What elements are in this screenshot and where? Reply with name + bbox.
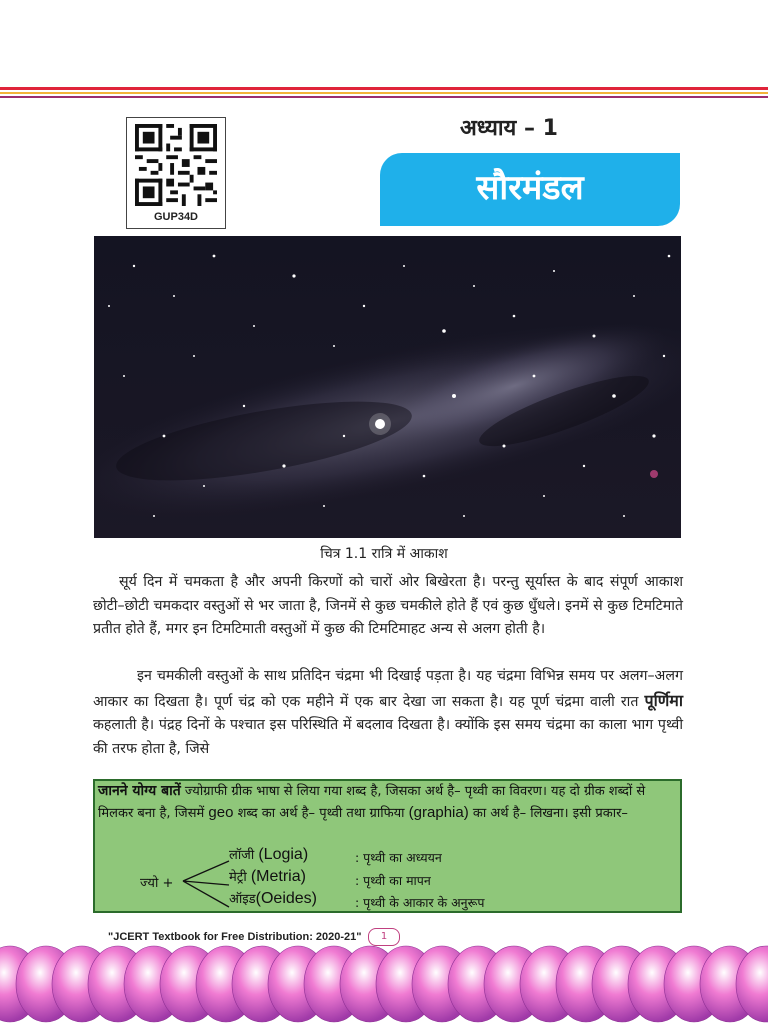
infobox-heading: जानने योग्य बातें bbox=[98, 783, 181, 799]
qr-code-icon bbox=[135, 124, 217, 206]
qr-code-box[interactable] bbox=[126, 117, 226, 229]
night-sky-photo bbox=[94, 236, 681, 538]
infobox-text-3: का अर्थ है– लिखना। इसी प्रकार– bbox=[472, 806, 628, 821]
qr-code-label: GUP34D bbox=[153, 211, 199, 223]
infobox-graphia: (graphia) bbox=[408, 804, 469, 821]
meaning-logia: : पृथ्वी का अध्ययन bbox=[355, 850, 442, 865]
header-rule-red bbox=[0, 87, 768, 90]
infobox-geo: geo bbox=[208, 804, 234, 821]
term-oeides: ऑइड(Oeides) bbox=[229, 890, 317, 907]
infobox-text-2: शब्द का अर्थ है– पृथ्वी तथा ग्राफिया bbox=[237, 806, 405, 821]
chapter-title: सौरमंडल bbox=[476, 168, 584, 208]
header-rule-orange bbox=[0, 92, 768, 94]
paragraph-2-text-b: कहलाती है। पंद्रह दिनों के पश्चात इस परिस्थिति में बदलाव दिखता है। क्योंकि इस समय चंद्रमा का काला भाग पृथ्वी की तरफ होता है, जिसे bbox=[93, 717, 683, 757]
paragraph-1: सूर्य दिन में चमकता है और अपनी किरणों को चारों ओर बिखेरता है। परन्तु सूर्यास्त के बाद संपूर्ण आकाश छोटी–छोटी चमकदार वस्तुओं से भर जाता है, जिनमें से कुछ चमकीले होते हैं एवं कुछ धुँधले। इनमें से कुछ टिमटिमाते प्रतीत होते हैं, मगर इन टिमटिमाती वस्तुओं में कुछ की टिमटिमाहट अन्य से अलग होती है। bbox=[93, 574, 683, 637]
term-logia: लॉजी (Logia) bbox=[229, 846, 309, 863]
meaning-metria: : पृथ्वी का मापन bbox=[355, 873, 431, 888]
footer-note: "JCERT Textbook for Free Distribution: 2020-21" bbox=[108, 931, 362, 943]
did-you-know-box bbox=[93, 779, 682, 913]
term-purnima: पूर्णिमा bbox=[644, 690, 683, 710]
paragraph-2 bbox=[93, 665, 683, 761]
branch-arrow-icon bbox=[179, 855, 231, 915]
chapter-title-banner bbox=[380, 153, 680, 226]
infobox-text bbox=[98, 781, 676, 824]
decorative-bubble-border bbox=[0, 944, 768, 1024]
meaning-oeides: : पृथ्वी के आकार के अनुरूप bbox=[355, 895, 485, 910]
chapter-number: अध्याय – 1 bbox=[460, 116, 558, 141]
term-metria: मेट्री (Metria) bbox=[229, 868, 306, 885]
page-number: 1 bbox=[368, 928, 400, 946]
figure-caption: चित्र 1.1 रात्रि में आकाश bbox=[320, 546, 448, 562]
header-rule-purple bbox=[0, 96, 768, 98]
paragraph-2-text-a: इन चमकीली वस्तुओं के साथ प्रतिदिन चंद्रमा भी दिखाई पड़ता है। यह चंद्रमा विभिन्न समय पर अलग–अलग आकार का दिखता है। पूर्ण चंद्र को एक महीने में एक बार देखा जा सकता है। यह पूर्ण चंद्रमा वाली रात bbox=[93, 668, 683, 710]
infobox-text-1: ज्योग्राफी ग्रीक भाषा से लिया गया शब्द है, जिसका अर्थ है– पृथ्वी का विवरण। यह दो ग्रीक शब्दों से मिलकर बना है, जिसमें bbox=[98, 784, 646, 821]
root-jyo: ज्यो + bbox=[140, 876, 174, 891]
